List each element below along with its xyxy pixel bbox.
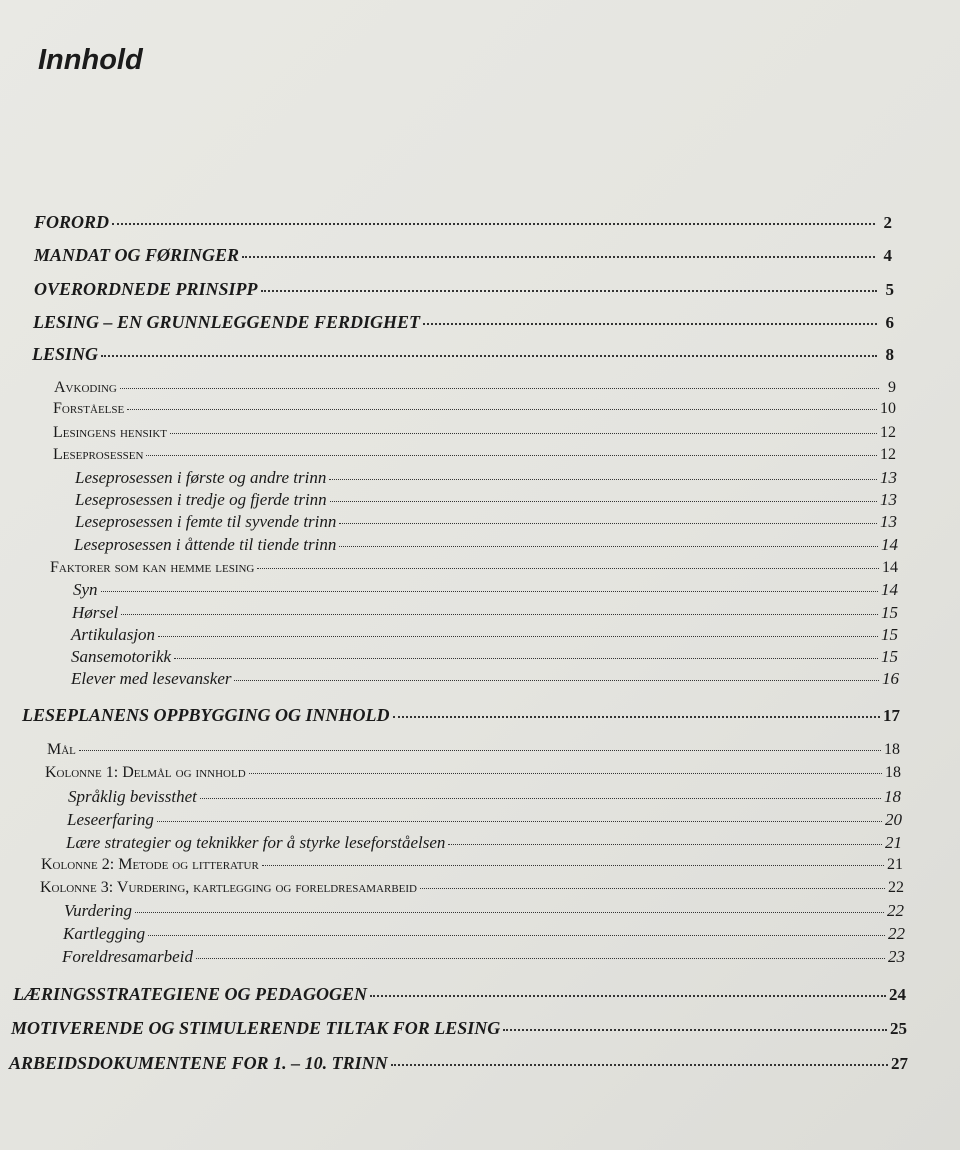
dot-leader	[242, 256, 875, 258]
dot-leader	[370, 995, 886, 997]
dot-leader	[234, 680, 879, 681]
toc-entry-laeringsstrategiene	[13, 984, 906, 1005]
dot-leader	[423, 323, 877, 325]
toc-entry-label: Språklig bevissthet	[68, 787, 197, 806]
dot-leader	[391, 1064, 888, 1066]
dot-leader	[148, 935, 885, 936]
toc-entry-label: Leseprosessen	[53, 446, 144, 463]
dot-leader	[339, 546, 878, 547]
toc-entry-syn	[73, 580, 898, 600]
toc-entry-forstaelse	[53, 400, 896, 418]
toc-entry-kolonne-2	[41, 856, 903, 874]
toc-entry-page: 4	[883, 246, 892, 265]
dot-leader	[127, 409, 877, 410]
toc-entry-hensikt	[53, 424, 896, 442]
dot-leader	[121, 614, 878, 615]
toc-entry-page: 27	[891, 1054, 908, 1073]
toc-entry-vurdering	[64, 901, 904, 921]
toc-entry-page: 12	[880, 446, 896, 463]
toc-entry-label: Kolonne 3: Vurdering, kartlegging og foreldresamarbeid	[40, 879, 417, 896]
toc-entry-page: 22	[887, 901, 904, 920]
toc-entry-label: LESEPLANENS OPPBYGGING OG INNHOLD	[22, 705, 390, 725]
toc-entry-label: LÆRINGSSTRATEGIENE OG PEDAGOGEN	[13, 984, 368, 1004]
toc-entry-page: 18	[885, 764, 901, 781]
toc-entry-leseprosessen-1-2	[75, 468, 897, 488]
toc-entry-label: Kolonne 2: Metode og litteratur	[41, 856, 259, 873]
toc-entry-page: 6	[885, 313, 894, 332]
toc-entry-page: 15	[881, 625, 898, 644]
toc-entry-label: Syn	[73, 580, 98, 599]
toc-entry-label: ARBEIDSDOKUMENTENE FOR 1. – 10. TRINN	[9, 1053, 388, 1073]
dot-leader	[257, 568, 879, 569]
toc-entry-page: 5	[885, 280, 894, 299]
dot-leader	[448, 844, 882, 845]
toc-entry-label: Lære strategier og teknikker for å styrke leseforståelsen	[66, 833, 446, 852]
toc-entry-page: 18	[884, 787, 901, 806]
dot-leader	[120, 388, 879, 389]
toc-entry-page: 23	[888, 947, 905, 966]
dot-leader	[420, 888, 885, 889]
toc-entry-label: Artikulasjon	[71, 625, 156, 644]
toc-entry-lesing-ferdighet	[33, 312, 894, 333]
toc-entry-label: Leseprosessen i femte til syvende trinn	[75, 512, 337, 531]
toc-entry-page: 17	[883, 706, 900, 725]
toc-entry-label: Avkoding	[54, 379, 117, 396]
toc-entry-leseerfaring	[67, 810, 902, 830]
toc-entry-page: 22	[888, 879, 904, 896]
dot-leader	[261, 290, 877, 292]
toc-entry-label: Leseprosessen i første og andre trinn	[75, 468, 327, 487]
toc-entry-label: MANDAT OG FØRINGER	[34, 245, 240, 265]
toc-entry-page: 21	[885, 833, 902, 852]
toc-entry-label: Elever med lesevansker	[71, 669, 232, 688]
toc-entry-leseprosessen-3-4	[75, 490, 897, 510]
toc-entry-strategier	[66, 833, 902, 853]
toc-entry-label: MOTIVERENDE OG STIMULERENDE TILTAK FOR LESING	[11, 1018, 501, 1038]
toc-entry-label: OVERORDNEDE PRINSIPP	[34, 279, 258, 299]
dot-leader	[157, 821, 882, 822]
toc-entry-label: Leseprosessen i tredje og fjerde trinn	[75, 490, 327, 509]
toc-entry-kartlegging	[63, 924, 905, 944]
toc-entry-page: 18	[884, 741, 900, 758]
dot-leader	[200, 798, 881, 799]
dot-leader	[79, 750, 881, 751]
toc-entry-label: Faktorer som kan hemme lesing	[50, 559, 255, 576]
toc-entry-label: Lesingens hensikt	[53, 424, 167, 441]
toc-entry-artikulasjon	[71, 625, 898, 645]
toc-entry-page: 12	[880, 424, 896, 441]
page-title: Innhold	[38, 44, 143, 76]
dot-leader	[170, 433, 877, 434]
toc-entry-lesing	[32, 344, 894, 365]
toc-entry-kolonne-1	[45, 764, 901, 782]
dot-leader	[503, 1029, 887, 1031]
toc-entry-page: 13	[880, 490, 897, 509]
toc-entry-arbeidsdokumentene	[9, 1053, 908, 1074]
toc-entry-page: 8	[885, 345, 894, 364]
toc-entry-forord	[34, 212, 892, 233]
toc-entry-faktorer	[50, 559, 898, 577]
toc-entry-avkoding	[54, 379, 896, 397]
dot-leader	[262, 865, 884, 866]
dot-leader	[249, 773, 882, 774]
toc-entry-leseplanens	[22, 705, 900, 726]
toc-entry-label: Foreldresamarbeid	[62, 947, 193, 966]
toc-entry-page: 25	[890, 1019, 907, 1038]
toc-entry-leseprosessen-8-10	[74, 535, 898, 555]
toc-entry-label: Sansemotorikk	[71, 647, 172, 666]
toc-entry-label: Leseprosessen i åttende til tiende trinn	[74, 535, 337, 554]
dot-leader	[146, 455, 877, 456]
toc-entry-page: 20	[885, 810, 902, 829]
toc-entry-page: 14	[881, 535, 898, 554]
toc-entry-page: 21	[887, 856, 903, 873]
toc-entry-page: 13	[880, 512, 897, 531]
toc-entry-label: Mål	[47, 741, 76, 758]
toc-entry-motiverende	[11, 1018, 907, 1039]
dot-leader	[101, 591, 878, 592]
toc-entry-label: LESING	[32, 344, 99, 364]
toc-entry-page: 14	[881, 580, 898, 599]
toc-entry-page: 24	[889, 985, 906, 1004]
toc-entry-page: 22	[888, 924, 905, 943]
dot-leader	[329, 479, 877, 480]
toc-entry-page: 15	[881, 603, 898, 622]
toc-entry-label: FORORD	[34, 212, 110, 232]
toc-entry-leseprosessen	[53, 446, 896, 464]
toc-entry-page: 10	[880, 400, 896, 417]
dot-leader	[135, 912, 884, 913]
toc-entry-leseprosessen-5-7	[75, 512, 897, 532]
toc-entry-horsel	[72, 603, 898, 623]
toc-entry-label: Kolonne 1: Delmål og innhold	[45, 764, 246, 781]
dot-leader	[393, 716, 880, 718]
dot-leader	[330, 501, 877, 502]
toc-entry-mal	[47, 741, 900, 759]
dot-leader	[174, 658, 878, 659]
toc-entry-page: 15	[881, 647, 898, 666]
toc-entry-label: Kartlegging	[63, 924, 146, 943]
toc-entry-mandat	[34, 245, 892, 266]
toc-entry-foreldresamarbeid	[62, 947, 905, 967]
dot-leader	[196, 958, 885, 959]
toc-entry-label: LESING – EN GRUNNLEGGENDE FERDIGHET	[33, 312, 421, 332]
toc-entry-page: 9	[888, 379, 896, 396]
toc-entry-spraklig	[68, 787, 901, 807]
toc-entry-page: 16	[882, 669, 899, 688]
toc-entry-label: Hørsel	[72, 603, 119, 622]
dot-leader	[339, 523, 877, 524]
toc-entry-page: 14	[882, 559, 898, 576]
dot-leader	[158, 636, 878, 637]
dot-leader	[112, 223, 875, 225]
dot-leader	[101, 355, 877, 357]
toc-entry-label: Leseerfaring	[67, 810, 154, 829]
toc-entry-sansemotorikk	[71, 647, 898, 667]
toc-entry-page: 2	[883, 213, 892, 232]
toc-entry-kolonne-3	[40, 879, 904, 897]
toc-entry-lesevansker	[71, 669, 899, 689]
toc-entry-prinsipp	[34, 279, 894, 300]
toc-entry-label: Forståelse	[53, 400, 125, 417]
toc-entry-page: 13	[880, 468, 897, 487]
toc-entry-label: Vurdering	[64, 901, 132, 920]
